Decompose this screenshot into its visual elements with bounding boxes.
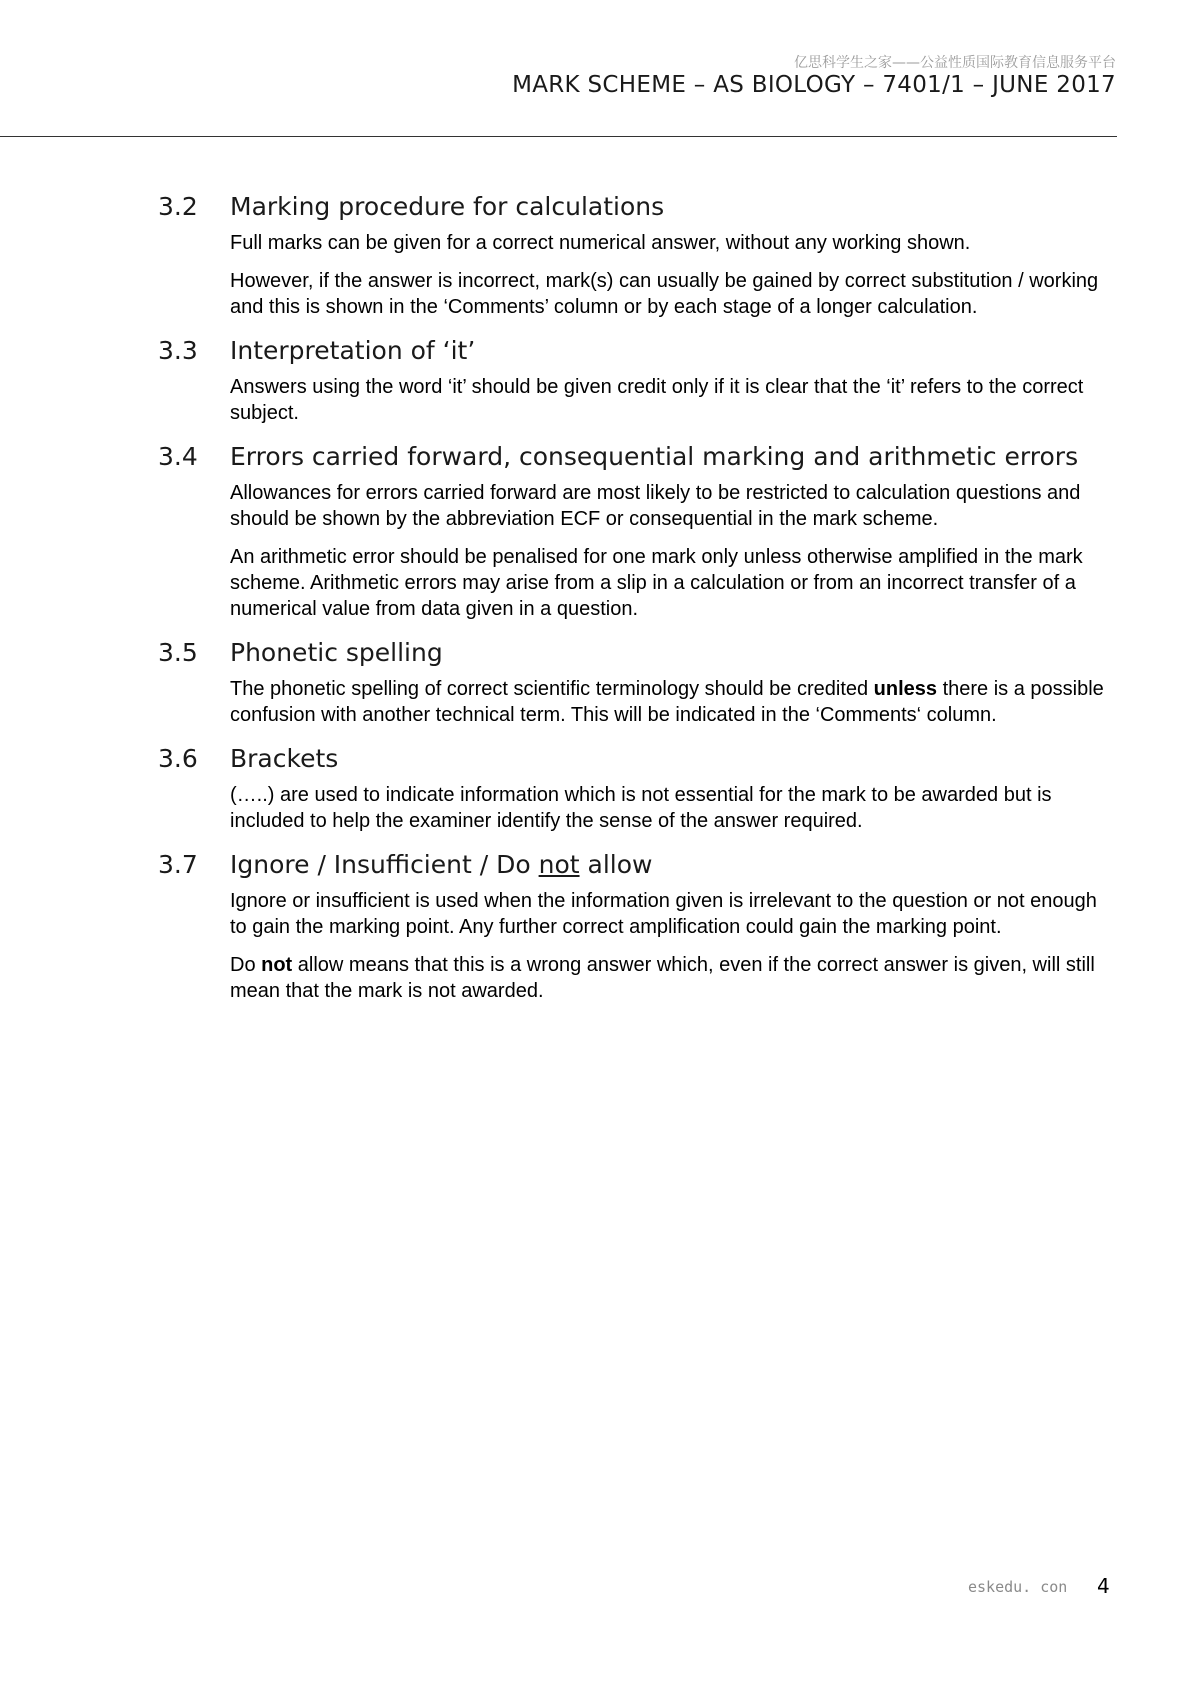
paragraph: Full marks can be given for a correct numerical answer, without any working shown. — [230, 232, 971, 254]
paragraph: However, if the answer is incorrect, mark(s) can usually be gained by correct substitution / working and this is shown in the ‘Comments’ column or by each stage of a longer calculation. — [230, 270, 1099, 318]
watermark-text: 亿思科学生之家——公益性质国际教育信息服务平台 — [794, 55, 1116, 71]
text-run: Ignore / Insufficient / Do — [230, 850, 539, 879]
bold-text: unless — [873, 678, 938, 700]
section-heading — [158, 334, 1118, 368]
section-title: Phonetic spelling — [230, 638, 443, 667]
paragraph: Ignore or insufficient is used when the information given is irrelevant to the question or not enough to gain the marking point. Any further correct amplification could gain the marking point. — [230, 890, 1097, 938]
section-3-7 — [158, 848, 1118, 1004]
paragraph: An arithmetic error should be penalised for one mark only unless otherwise amplified in the mark scheme. Arithmetic errors may arise from a slip in a calculation or from an incorrect transfer of a numerical value from data given in a question. — [230, 546, 1083, 620]
text-run: allow means that this is a wrong answer which, even if the correct answer is given, will still mean that the mark is not awarded. — [230, 954, 1095, 1002]
text-run: allow — [579, 850, 653, 879]
section-heading — [158, 190, 1118, 224]
bold-text: not — [261, 954, 293, 976]
document-title: MARK SCHEME – AS BIOLOGY – 7401/1 – JUNE 2017 — [512, 72, 1116, 98]
section-title: Brackets — [230, 744, 339, 773]
header-divider — [0, 136, 1117, 137]
underlined-text: not — [538, 850, 580, 879]
paragraph — [230, 952, 1118, 1004]
section-number: 3.7 — [158, 850, 198, 879]
text-run: there is a possible confusion with another technical term. This will be indicated in the ‘Comments‘ column. — [230, 678, 1104, 726]
section-title: Interpretation of ‘it’ — [230, 336, 476, 365]
paragraph — [230, 676, 1118, 728]
section-heading — [158, 636, 1118, 670]
section-number: 3.3 — [158, 336, 198, 365]
paragraph: (…..) are used to indicate information which is not essential for the mark to be awarded but is included to help the examiner identify the sense of the answer required. — [230, 784, 1052, 832]
footer-site-text: eskedu. con — [968, 1578, 1068, 1596]
section-3-4 — [158, 440, 1118, 622]
paragraph: Answers using the word ‘it’ should be given credit only if it is clear that the ‘it’ refers to the correct subject. — [230, 376, 1084, 424]
main-content — [158, 190, 1118, 1018]
page-header — [512, 55, 1116, 99]
text-run: Do — [230, 954, 262, 976]
section-3-5 — [158, 636, 1118, 728]
section-number: 3.4 — [158, 442, 198, 471]
section-heading — [158, 848, 1118, 882]
section-number: 3.6 — [158, 744, 198, 773]
section-title: Errors carried forward, consequential marking and arithmetic errors — [230, 442, 1079, 471]
page-number: 4 — [1097, 1574, 1110, 1598]
section-3-6 — [158, 742, 1118, 834]
section-number: 3.2 — [158, 192, 198, 221]
section-heading — [158, 742, 1118, 776]
section-heading — [158, 440, 1118, 474]
text-run: The phonetic spelling of correct scientific terminology should be credited — [230, 678, 874, 700]
section-3-2 — [158, 190, 1118, 320]
section-number: 3.5 — [158, 638, 198, 667]
section-title — [230, 848, 652, 882]
section-title: Marking procedure for calculations — [230, 192, 665, 221]
section-3-3 — [158, 334, 1118, 426]
paragraph: Allowances for errors carried forward are most likely to be restricted to calculation questions and should be shown by the abbreviation ECF or consequential in the mark scheme. — [230, 482, 1081, 530]
